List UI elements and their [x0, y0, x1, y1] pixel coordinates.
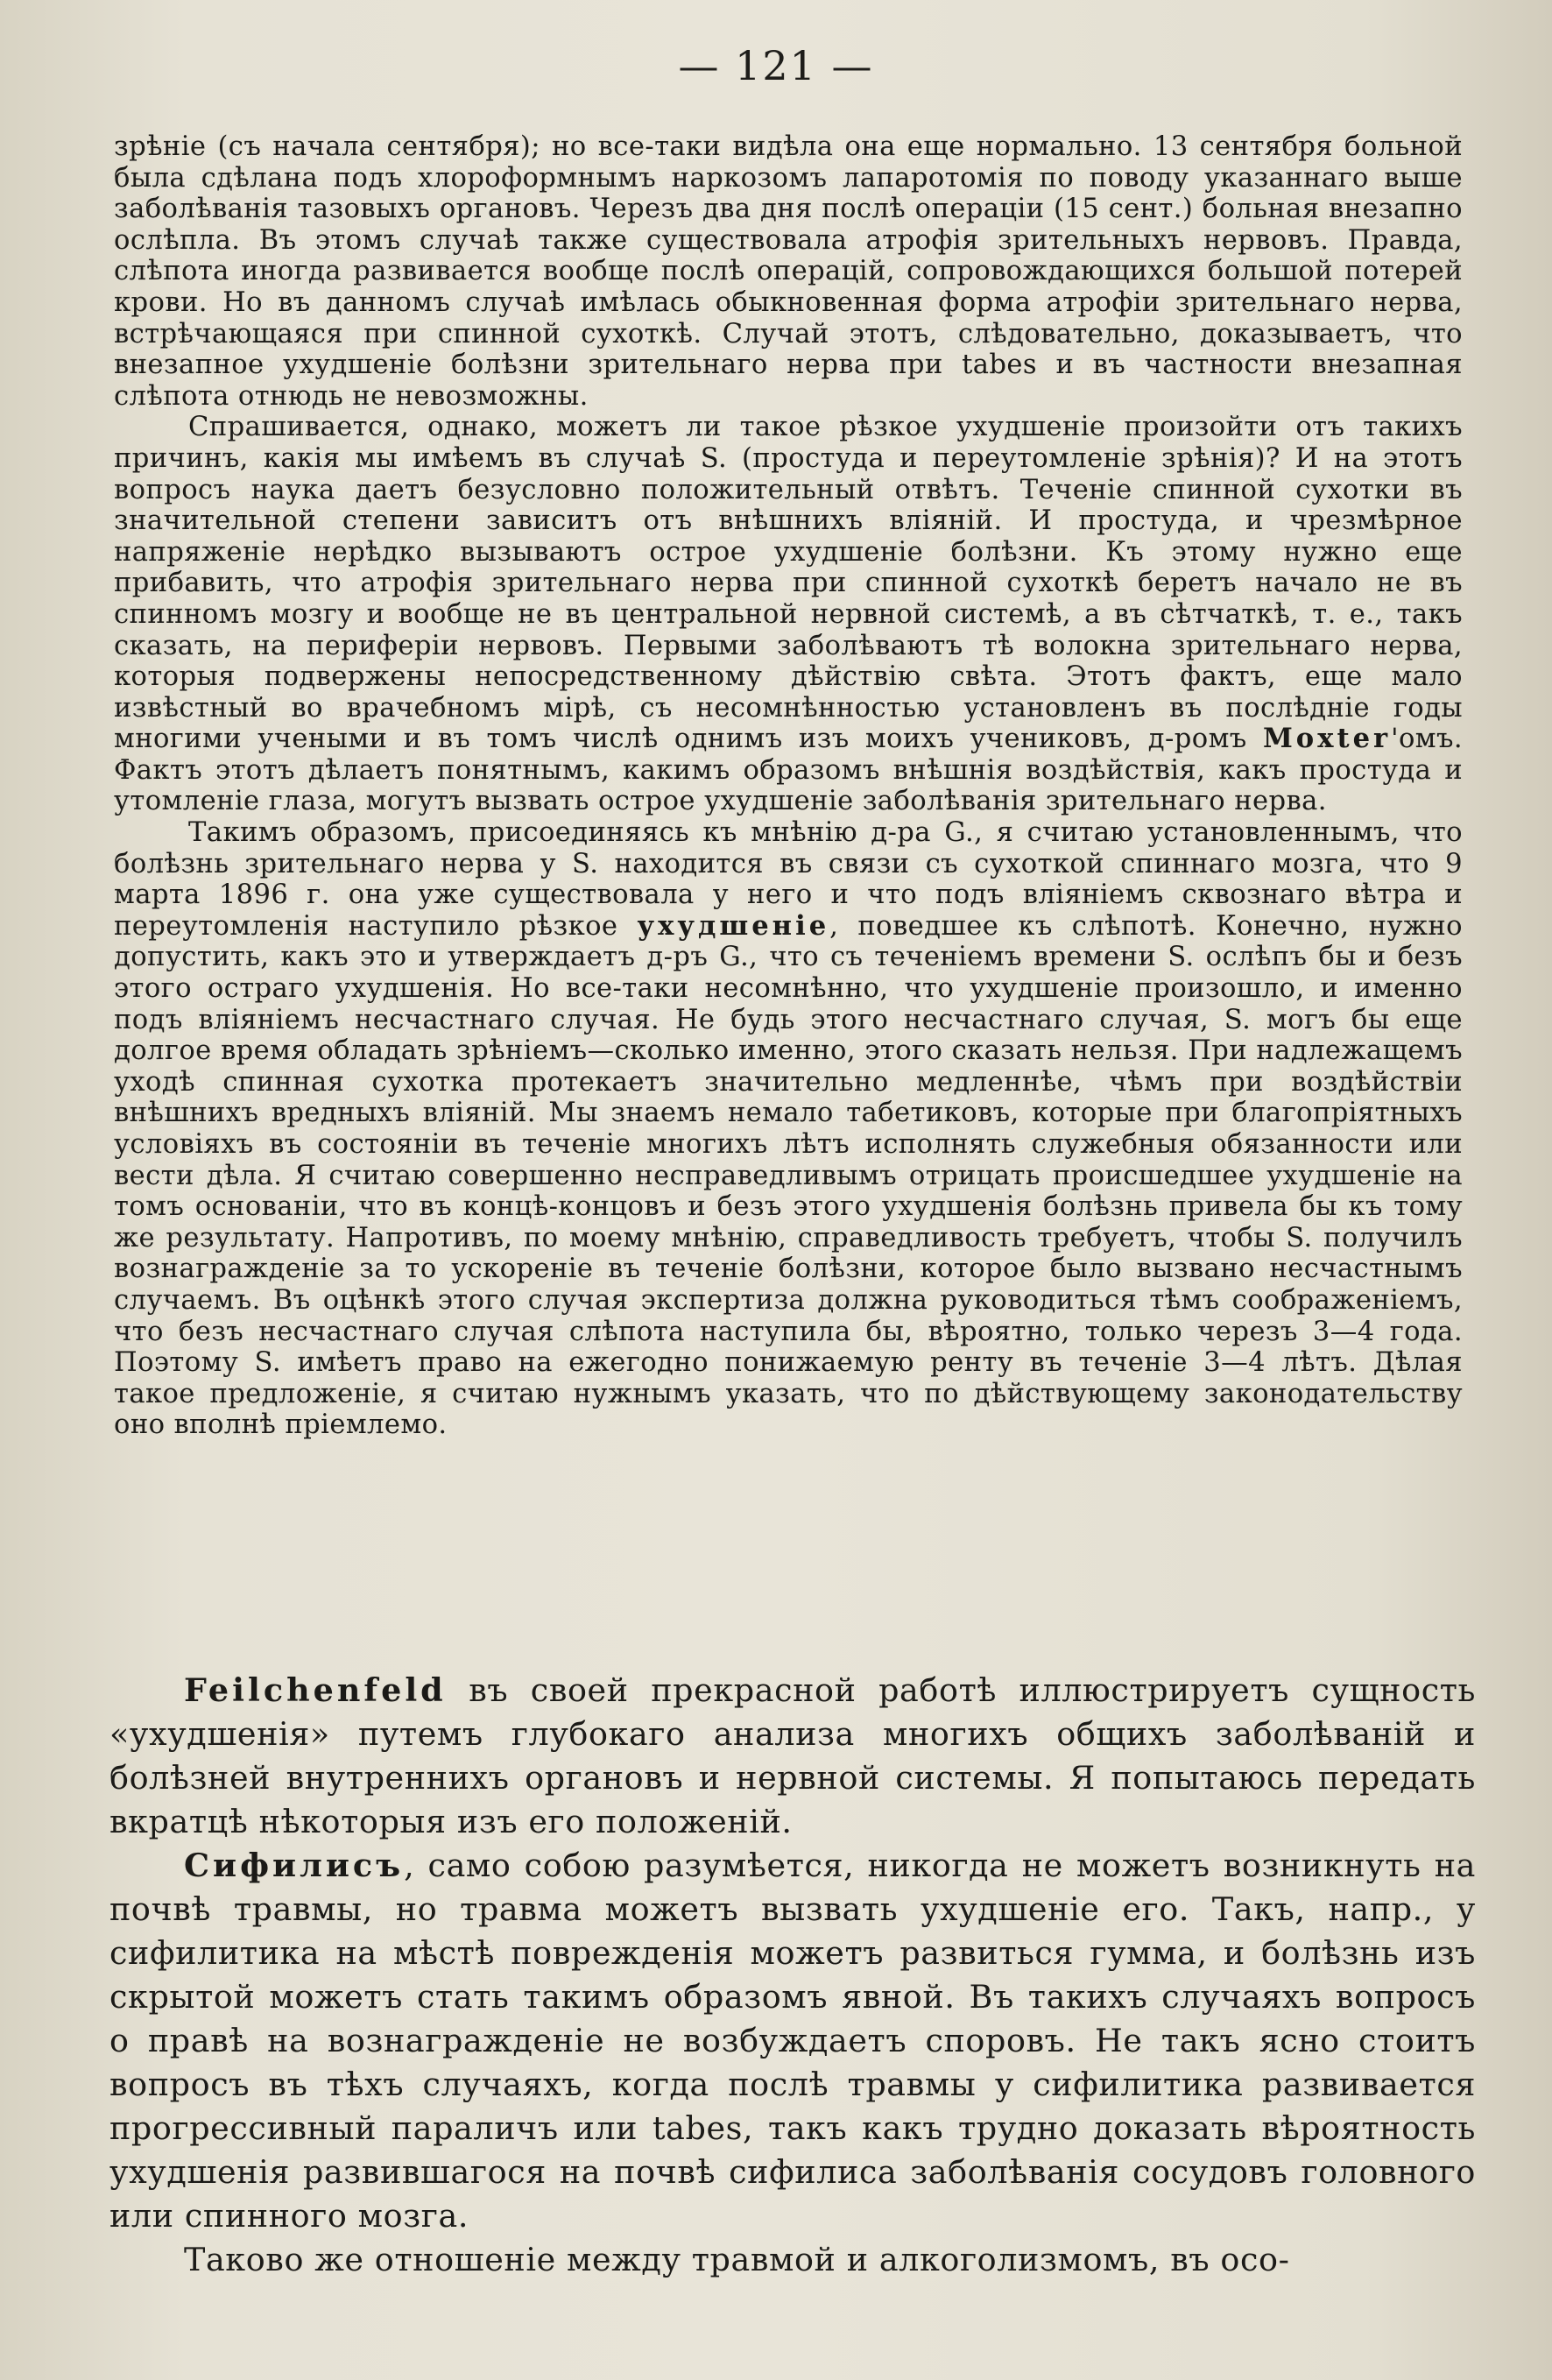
paragraph-text: Такимъ образомъ, присоединяясь къ мнѣнію д-ра G., я считаю установленнымъ, что болѣзнь зрительнаго нерва у S. находится въ связи съ сухоткой спиннаго мозга, что 9 марта 1896 г. она уже существовала у него и что подъ вліяніемъ сквознаго вѣтра и переутомленія наступило рѣзкое: [114, 817, 1463, 942]
paragraph-text-tail: , поведшее къ слѣпотѣ. Конечно, нужно допустить, какъ это и утверждаетъ д-ръ G., что съ теченіемъ времени S. ослѣпъ бы и безъ этого остраго ухудшенія. Но все-таки несомнѣнно, что ухудшеніе произошло, и именно подъ вліяніемъ несчастнаго случая. Не будь этого несчастнаго случая, S. могъ бы еще долгое время обладать зрѣніемъ—сколько именно, этого сказать нельзя. При надлежащемъ уходѣ спинная сухотка протекаетъ значительно медленнѣе, чѣмъ при воздѣйствіи внѣшнихъ вредныхъ вліяній. Мы знаемъ немало табетиковъ, которые при благопріятныхъ условіяхъ въ состояніи въ теченіе многихъ лѣтъ исполнять служебныя обязанности или вести дѣла. Я считаю совершенно несправедливымъ отрицать происшедшее ухудшеніе на томъ основаніи, что въ концѣ-концовъ и безъ этого ухудшенія болѣзнь привела бы къ тому же результату. Напротивъ, по моему мнѣнію, справедливость требуетъ, чтобы S. получилъ вознагражденіе за то ускореніе въ теченіе болѣзни, которое было вызвано несчастнымъ случаемъ. Въ оцѣнкѣ этого случая экспертиза должна руководиться тѣмъ соображеніемъ, что безъ несчастнаго случая слѣпота наступила бы, вѣроятно, только черезъ 3—4 года. Поэтому S. имѣетъ право на ежегодно понижаемую ренту въ теченіе 3—4 лѣтъ. Дѣлая такое предложеніе, я считаю нужнымъ указать, что по дѣйствующему законодательству оно вполнѣ пріемлемо.: [114, 910, 1463, 1441]
paragraph: [109, 1844, 1476, 2238]
paragraph-text: Спрашивается, однако, можетъ ли такое рѣзкое ухудшеніе произойти отъ такихъ причинъ, какія мы имѣемъ въ случаѣ S. (простуда и переутомленіе зрѣнія)? И на этотъ вопросъ наука даетъ безусловно положительный отвѣтъ. Теченіе спинной сухотки въ значительной степени зависитъ отъ внѣшнихъ вліяній. И простуда, и чрезмѣрное напряженіе нерѣдко вызываютъ острое ухудшеніе болѣзни. Къ этому нужно еще прибавить, что атрофія зрительнаго нерва при спинной сухоткѣ беретъ начало не въ спинномъ мозгу и вообще не въ центральной нервной системѣ, а въ сѣтчаткѣ, т. е., такъ сказать, на периферіи нервовъ. Первыми заболѣваютъ тѣ волокна зрительнаго нерва, которыя подвержены непосредственному дѣйствію свѣта. Этотъ фактъ, еще мало извѣстный во врачебномъ мірѣ, съ несомнѣнностью установленъ въ послѣдніе годы многими учеными и въ томъ числѣ однимъ изъ моихъ учениковъ, д-ромъ: [114, 412, 1463, 755]
spaced-name: Mохter: [1262, 723, 1392, 755]
spaced-term: Сифилисъ: [184, 1847, 405, 1884]
spaced-word: ухудшеніе: [637, 909, 830, 942]
paragraph-text-tail: , само собою разумѣется, никогда не можетъ возникнуть на почвѣ травмы, но травма можетъ вызвать ухудшеніе его. Такъ, напр., у сифилитика на мѣстѣ поврежденія можетъ развиться гумма, и болѣзнь изъ скрытой можетъ стать такимъ образомъ явной. Въ такихъ случаяхъ вопросъ о правѣ на вознагражденіе не возбуждаетъ споровъ. Не такъ ясно стоитъ вопросъ въ тѣхъ случаяхъ, когда послѣ травмы у сифилитика развивается прогрессивный параличъ или tabes, такъ какъ трудно доказать вѣроятность ухудшенія развившагося на почвѣ сифилиса заболѣванія сосудовъ головного или спинного мозга.: [109, 1847, 1476, 2235]
paragraph-text-tail: въ своей прекрасной работѣ иллюстрируетъ сущность «ухудшенія» путемъ глубокаго анализа многихъ общихъ заболѣваній и болѣзней внутреннихъ органовъ и нервной системы. Я попытаюсь передать вкратцѣ нѣкоторыя изъ его положеній.: [109, 1671, 1476, 1840]
body-text-large: [109, 1669, 1476, 2282]
paragraph: [109, 2238, 1476, 2282]
page-number-header: — 121 —: [678, 42, 874, 89]
paragraph-text: Таково же отношеніе между травмой и алкоголизмомъ, въ осо-: [184, 2241, 1290, 2278]
paragraph-text: зрѣніе (съ начала сентября); но все-таки видѣла она еще нормально. 13 сентября больной была сдѣлана подъ хлороформнымъ наркозомъ лапаротомія по поводу указаннаго выше заболѣванія тазовыхъ органовъ. Черезъ два дня послѣ операціи (15 сент.) больная внезапно ослѣпла. Въ этомъ случаѣ также существовала атрофія зрительныхъ нервовъ. Правда, слѣпота иногда развивается вообще послѣ операцій, сопровождающихся большой потерей крови. Но въ данномъ случаѣ имѣлась обыкновенная форма атрофіи зрительнаго нерва, встрѣчающаяся при спинной сухоткѣ. Случай этотъ, слѣдовательно, доказываетъ, что внезапное ухудшеніе болѣзни зрительнаго нерва при tabes и въ частности внезапная слѣпота отнюдь не невозможны.: [114, 131, 1463, 412]
paragraph: [114, 412, 1463, 817]
paragraph: [114, 131, 1463, 412]
spaced-name: Feilchenfeld: [184, 1671, 447, 1709]
paragraph: [114, 817, 1463, 1441]
body-text-small: [114, 131, 1463, 1441]
paragraph: [109, 1669, 1476, 1844]
paragraph-text-tail: 'омъ. Фактъ этотъ дѣлаетъ понятнымъ, какимъ образомъ внѣшнія воздѣйствія, какъ простуда и утомленіе глаза, могутъ вызвать острое ухудшеніе заболѣванія зрительнаго нерва.: [114, 724, 1463, 817]
